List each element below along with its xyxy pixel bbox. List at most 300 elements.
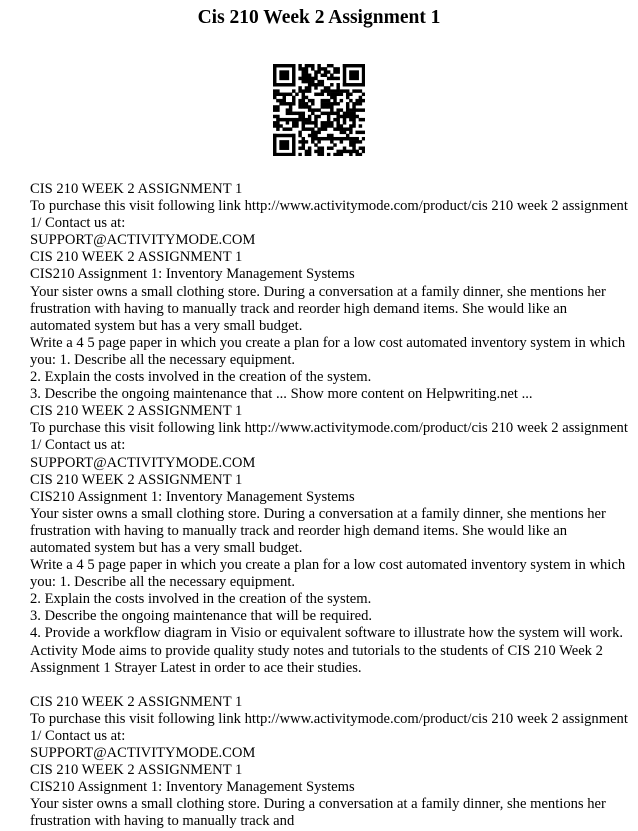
qr-module <box>308 83 311 86</box>
qr-module <box>330 140 333 143</box>
qr-module <box>352 150 355 153</box>
text-line: 1/ Contact us at: <box>30 437 126 454</box>
qr-module <box>311 140 314 143</box>
qr-module <box>336 102 339 105</box>
qr-module <box>311 77 314 80</box>
qr-module <box>314 86 317 89</box>
qr-module <box>298 131 301 134</box>
qr-module <box>298 134 301 137</box>
qr-module <box>352 146 355 149</box>
qr-module <box>346 93 349 96</box>
text-line: SUPPORT@ACTIVITYMODE.COM <box>30 454 256 471</box>
qr-module <box>349 140 352 143</box>
qr-module <box>298 67 301 70</box>
qr-module <box>333 77 336 80</box>
qr-module <box>321 153 324 156</box>
qr-module <box>343 127 346 130</box>
qr-module <box>302 137 305 140</box>
qr-module <box>305 89 308 92</box>
qr-module <box>286 108 289 111</box>
qr-module <box>283 127 286 130</box>
qr-module <box>324 99 327 102</box>
qr-module <box>279 124 282 127</box>
text-line: 3. Describe the ongoing maintenance that ... Show more content on Helpwriting.net ... <box>30 386 533 403</box>
qr-module <box>302 74 305 77</box>
qr-module <box>311 112 314 115</box>
qr-module <box>330 77 333 80</box>
qr-module <box>311 67 314 70</box>
qr-module <box>352 102 355 105</box>
text-line: To purchase this visit following link http://www.activitymode.com/product/cis 210 week 2 assignment <box>30 710 628 727</box>
qr-module <box>333 89 336 92</box>
text-line: 2. Explain the costs involved in the creation of the system. <box>30 369 372 386</box>
qr-module <box>327 70 330 73</box>
qr-module <box>324 74 327 77</box>
text-line: To purchase this visit following link http://www.activitymode.com/product/cis 210 week 2 assignment <box>30 198 628 215</box>
qr-module <box>314 134 317 137</box>
qr-module <box>359 131 362 134</box>
qr-module <box>324 89 327 92</box>
qr-module <box>298 153 301 156</box>
text-line: 1/ Contact us at: <box>30 728 126 744</box>
qr-module <box>302 99 305 102</box>
qr-module <box>298 112 301 115</box>
qr-module <box>327 146 330 149</box>
qr-module <box>321 67 324 70</box>
qr-module <box>314 124 317 127</box>
qr-module <box>362 118 365 121</box>
text-line: Activity Mode aims to provide quality study notes and tutorials to the students of CIS 210 Week 2 <box>30 642 603 659</box>
qr-module <box>330 96 333 99</box>
qr-module <box>324 112 327 115</box>
qr-module <box>292 118 295 121</box>
qr-module <box>302 67 305 70</box>
qr-module <box>273 124 276 127</box>
qr-module <box>359 118 362 121</box>
qr-module <box>333 99 336 102</box>
qr-module <box>330 124 333 127</box>
qr-module <box>305 102 308 105</box>
qr-module <box>276 127 279 130</box>
qr-module <box>311 121 314 124</box>
text-line: automated system but has a very small budget. <box>30 317 303 334</box>
text-line: CIS 210 WEEK 2 ASSIGNMENT 1 <box>30 471 243 488</box>
qr-module <box>333 102 336 105</box>
qr-module <box>279 102 282 105</box>
qr-module <box>352 137 355 140</box>
qr-module <box>349 137 352 140</box>
qr-module <box>346 89 349 92</box>
text-line: CIS 210 WEEK 2 ASSIGNMENT 1 <box>30 403 243 420</box>
qr-module <box>355 108 358 111</box>
text-line: Assignment 1 Strayer Latest in order to ace their studies. <box>30 659 362 676</box>
qr-module <box>359 124 362 127</box>
qr-module <box>346 108 349 111</box>
qr-module <box>321 99 324 102</box>
qr-module <box>308 146 311 149</box>
qr-module <box>314 77 317 80</box>
qr-module <box>324 102 327 105</box>
qr-module <box>359 89 362 92</box>
qr-module <box>276 108 279 111</box>
qr-module <box>317 108 320 111</box>
qr-module <box>333 118 336 121</box>
qr-module <box>311 137 314 140</box>
qr-finder-center <box>349 70 359 80</box>
qr-module <box>276 124 279 127</box>
text-line: CIS 210 WEEK 2 ASSIGNMENT 1 <box>30 693 243 710</box>
qr-module <box>327 137 330 140</box>
qr-module <box>298 86 301 89</box>
qr-module <box>355 89 358 92</box>
qr-module <box>321 146 324 149</box>
qr-code-graphic <box>273 64 365 156</box>
qr-module <box>333 137 336 140</box>
qr-module <box>349 99 352 102</box>
qr-module <box>302 77 305 80</box>
text-line: frustration with having to manually track and reorder high demand items. She would like an <box>30 522 567 539</box>
qr-module <box>349 108 352 111</box>
qr-module <box>330 146 333 149</box>
qr-module <box>324 121 327 124</box>
qr-module <box>321 93 324 96</box>
qr-module <box>276 115 279 118</box>
qr-module <box>333 67 336 70</box>
qr-module <box>340 115 343 118</box>
qr-module <box>317 140 320 143</box>
qr-module <box>336 153 339 156</box>
qr-module <box>352 105 355 108</box>
qr-finder-edge <box>292 134 295 156</box>
qr-module <box>298 105 301 108</box>
qr-module <box>327 93 330 96</box>
qr-module <box>321 89 324 92</box>
qr-module <box>289 118 292 121</box>
qr-module <box>321 150 324 153</box>
qr-module <box>349 118 352 121</box>
qr-module <box>340 108 343 111</box>
qr-module <box>340 150 343 153</box>
qr-module <box>321 80 324 83</box>
qr-module <box>343 150 346 153</box>
text-line: Your sister owns a small clothing store. During a conversation at a family dinner, she mentions her <box>30 283 606 300</box>
qr-module <box>327 121 330 124</box>
qr-module <box>336 137 339 140</box>
qr-module <box>321 137 324 140</box>
qr-module <box>359 140 362 143</box>
qr-module <box>273 121 276 124</box>
qr-module <box>321 121 324 124</box>
text-line: you: 1. Describe all the necessary equipment. <box>30 574 296 591</box>
qr-module <box>308 74 311 77</box>
qr-module <box>298 89 301 92</box>
qr-module <box>333 143 336 146</box>
qr-module <box>289 102 292 105</box>
qr-module <box>314 83 317 86</box>
qr-module <box>302 115 305 118</box>
qr-module <box>336 108 339 111</box>
qr-module <box>295 112 298 115</box>
qr-module <box>308 77 311 80</box>
qr-module <box>330 137 333 140</box>
qr-module <box>355 102 358 105</box>
qr-module <box>305 64 308 67</box>
qr-module <box>343 115 346 118</box>
qr-module <box>362 137 365 140</box>
qr-module <box>302 143 305 146</box>
qr-module <box>289 108 292 111</box>
text-line: SUPPORT@ACTIVITYMODE.COM <box>30 232 256 249</box>
qr-module <box>333 70 336 73</box>
qr-module <box>349 124 352 127</box>
qr-module <box>308 86 311 89</box>
qr-module <box>302 93 305 96</box>
qr-module <box>302 89 305 92</box>
qr-module <box>305 105 308 108</box>
qr-module <box>286 93 289 96</box>
paragraph-gap <box>30 677 620 694</box>
qr-module <box>359 96 362 99</box>
qr-module <box>286 127 289 130</box>
qr-module <box>324 67 327 70</box>
qr-module <box>346 115 349 118</box>
qr-module <box>308 121 311 124</box>
qr-module <box>305 96 308 99</box>
qr-module <box>273 115 276 118</box>
qr-module <box>349 127 352 130</box>
qr-module <box>349 115 352 118</box>
text-line: CIS 210 WEEK 2 ASSIGNMENT 1 <box>30 249 243 266</box>
qr-module <box>346 127 349 130</box>
qr-module <box>336 115 339 118</box>
qr-module <box>327 99 330 102</box>
qr-module <box>324 127 327 130</box>
qr-module <box>336 150 339 153</box>
qr-module <box>355 153 358 156</box>
qr-module <box>349 153 352 156</box>
qr-module <box>273 93 276 96</box>
qr-module <box>276 89 279 92</box>
qr-module <box>327 134 330 137</box>
qr-module <box>308 108 311 111</box>
qr-module <box>292 99 295 102</box>
qr-module <box>308 80 311 83</box>
qr-module <box>330 64 333 67</box>
qr-module <box>311 131 314 134</box>
qr-module <box>336 124 339 127</box>
text-line: Write a 4 5 page paper in which you create a plan for a low cost automated inventory system in which <box>30 557 626 574</box>
qr-module <box>340 93 343 96</box>
text-line: CIS 210 WEEK 2 ASSIGNMENT 1 <box>30 181 243 197</box>
text-line: 2. Explain the costs involved in the creation of the system. <box>30 591 372 608</box>
qr-module <box>352 121 355 124</box>
qr-module <box>317 137 320 140</box>
qr-module <box>343 137 346 140</box>
qr-module <box>355 137 358 140</box>
qr-module <box>276 93 279 96</box>
qr-module <box>352 89 355 92</box>
qr-module <box>324 105 327 108</box>
qr-module <box>330 93 333 96</box>
qr-module <box>305 67 308 70</box>
text-line: CIS210 Assignment 1: Inventory Management Systems <box>30 488 355 505</box>
qr-finder-center <box>279 70 289 80</box>
qr-module <box>330 105 333 108</box>
qr-module <box>317 64 320 67</box>
qr-module <box>317 67 320 70</box>
qr-module <box>302 70 305 73</box>
qr-module <box>286 121 289 124</box>
qr-module <box>324 86 327 89</box>
qr-module <box>289 93 292 96</box>
qr-module <box>311 102 314 105</box>
qr-module <box>302 80 305 83</box>
qr-module <box>352 143 355 146</box>
qr-finder-edge <box>362 64 365 87</box>
qr-module <box>314 118 317 121</box>
qr-module <box>305 77 308 80</box>
text-line: 3. Describe the ongoing maintenance that will be required. <box>30 608 373 625</box>
qr-module <box>308 105 311 108</box>
qr-module <box>327 64 330 67</box>
qr-module <box>340 99 343 102</box>
qr-module <box>352 112 355 115</box>
document-section <box>30 693 628 831</box>
qr-module <box>321 74 324 77</box>
qr-module <box>314 121 317 124</box>
qr-module <box>317 115 320 118</box>
qr-module <box>336 83 339 86</box>
qr-module <box>308 153 311 156</box>
qr-module <box>343 118 346 121</box>
qr-module <box>324 70 327 73</box>
qr-module <box>333 93 336 96</box>
qr-module <box>324 137 327 140</box>
qr-module <box>314 115 317 118</box>
qr-module <box>327 124 330 127</box>
qr-module <box>279 93 282 96</box>
qr-module <box>340 131 343 134</box>
qr-module <box>283 93 286 96</box>
qr-module <box>359 146 362 149</box>
qr-module <box>317 70 320 73</box>
qr-module <box>286 102 289 105</box>
qr-module <box>359 99 362 102</box>
qr-module <box>346 96 349 99</box>
qr-module <box>314 150 317 153</box>
qr-module <box>311 108 314 111</box>
qr-module <box>308 150 311 153</box>
qr-module <box>305 80 308 83</box>
qr-module <box>362 99 365 102</box>
qr-module <box>308 118 311 121</box>
qr-module <box>359 153 362 156</box>
qr-module <box>340 89 343 92</box>
qr-module <box>295 118 298 121</box>
qr-module <box>317 146 320 149</box>
page-title: Cis 210 Week 2 Assignment 1 <box>197 7 441 28</box>
qr-module <box>346 105 349 108</box>
qr-module <box>305 153 308 156</box>
qr-module <box>305 86 308 89</box>
qr-module <box>311 134 314 137</box>
qr-module <box>292 89 295 92</box>
qr-module <box>302 127 305 130</box>
qr-module <box>362 93 365 96</box>
qr-module <box>286 118 289 121</box>
qr-module <box>292 96 295 99</box>
qr-finder-edge <box>292 64 295 87</box>
qr-module <box>352 108 355 111</box>
qr-finder-edge <box>273 64 276 87</box>
qr-module <box>298 64 301 67</box>
qr-module <box>292 121 295 124</box>
qr-module <box>352 118 355 121</box>
qr-module <box>343 131 346 134</box>
text-line: you: 1. Describe all the necessary equipment. <box>30 351 296 368</box>
qr-module <box>308 134 311 137</box>
qr-module <box>362 146 365 149</box>
qr-module <box>333 153 336 156</box>
qr-module <box>359 108 362 111</box>
qr-module <box>305 127 308 130</box>
qr-module <box>302 105 305 108</box>
qr-module <box>302 118 305 121</box>
qr-module <box>355 99 358 102</box>
qr-module <box>298 115 301 118</box>
qr-module <box>321 112 324 115</box>
qr-finder-center <box>279 140 289 150</box>
qr-module <box>336 112 339 115</box>
qr-module <box>321 127 324 130</box>
qr-module <box>346 112 349 115</box>
qr-module <box>327 77 330 80</box>
qr-module <box>346 137 349 140</box>
qr-module <box>305 118 308 121</box>
qr-module <box>286 112 289 115</box>
qr-module <box>340 124 343 127</box>
qr-finder-edge <box>273 134 276 156</box>
text-line: CIS 210 WEEK 2 ASSIGNMENT 1 <box>30 762 243 779</box>
qr-module <box>330 121 333 124</box>
qr-module <box>289 105 292 108</box>
qr-module <box>340 153 343 156</box>
text-line: To purchase this visit following link http://www.activitymode.com/product/cis 210 week 2 assignment <box>30 420 628 437</box>
qr-module <box>308 127 311 130</box>
qr-module <box>273 105 276 108</box>
qr-module <box>305 121 308 124</box>
qr-module <box>343 89 346 92</box>
qr-module <box>336 89 339 92</box>
qr-module <box>352 124 355 127</box>
qr-module <box>305 150 308 153</box>
qr-module <box>302 146 305 149</box>
qr-module <box>346 102 349 105</box>
qr-module <box>279 99 282 102</box>
text-line: CIS210 Assignment 1: Inventory Management Systems <box>30 779 355 796</box>
qr-module <box>295 93 298 96</box>
qr-module <box>314 93 317 96</box>
qr-module <box>302 140 305 143</box>
qr-module <box>343 146 346 149</box>
qr-module <box>336 86 339 89</box>
qr-finder-edge <box>343 64 346 87</box>
qr-module <box>330 112 333 115</box>
qr-module <box>298 99 301 102</box>
qr-module <box>302 102 305 105</box>
qr-module <box>349 93 352 96</box>
qr-module <box>346 134 349 137</box>
